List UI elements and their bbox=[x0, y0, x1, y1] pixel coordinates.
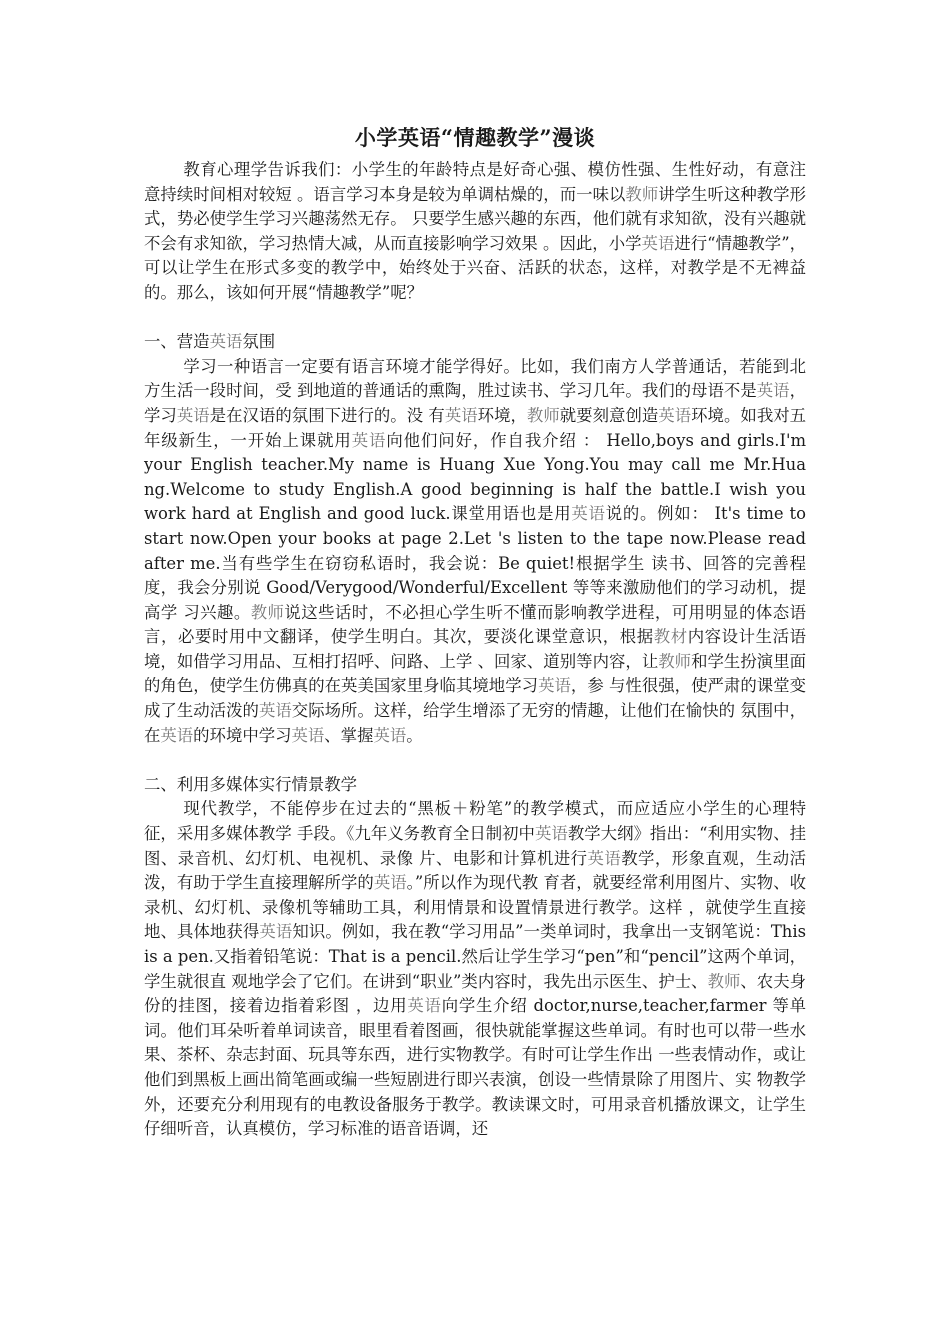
keyword-link: 英语 bbox=[538, 676, 571, 696]
keyword-link: 英语 bbox=[176, 405, 210, 425]
keyword-link: 教材 bbox=[653, 627, 688, 647]
keyword-link: 英语 bbox=[351, 430, 387, 450]
document-title: 小学英语“情趣教学”漫谈 bbox=[354, 125, 596, 150]
keyword-link: 英语 bbox=[258, 701, 292, 721]
section-paragraph-1: 学习一种语言一定要有语言环境才能学得好。比如，我们南方人学普通话，若能到北方生活一段时间，受 到地道的普通话的熏陶，胜过读书、学习几年。我们的母语不是英语，学习英语是在汉语的氛围下进行的。没 有英语环境，教师就要刻意创造英语环境。如我对五年级新生，一开始上课就用英语向他们问好，作自我介绍 ： Hello,boys and girls.I'm your English teacher.My name is Huang Xue Yong.You may call me Mr.Hua ng.Welcome to study English.A good beginning is half the battle.I wish you work hard at English and good luck.课堂用语也是用英语说的。例如： It's time to start now.Open your books at page 2.Let 's listen to the tape now.Please read after me.当有些学生在窃窃私语时，我会说：Be quiet!根据学生 读书、回答的完善程度，我会分别说 Good/Verygood/Wonderful/Excellent 等等来激励他们的学习动机，提高学 习兴趣。教师说这些话时，不必担心学生听不懂而影响教学进程，可用明显的体态语言，必要时用中文翻译，使学生明白。其次，要淡化课堂意识，根据教材内容设计生活语境，如借学习用品、互相打招呼、问路、上学 、回家、道别等内容，让教师和学生扮演里面的角色，使学生仿佛真的在英美国家里身临其境地学习英语，参 与性很强，使严肃的课堂变成了生动活泼的英语交际场所。这样，给学生增添了无穷的情趣，让他们在愉快的 氛围中，在英语的环境中学习英语、掌握英语。 bbox=[144, 356, 807, 745]
keyword-link: 教师 bbox=[707, 971, 741, 991]
keyword-link: 英语 bbox=[641, 233, 675, 253]
keyword-link: 英语 bbox=[407, 996, 442, 1016]
keyword-link: 英语 bbox=[160, 725, 194, 745]
keyword-link: 英语 bbox=[444, 405, 478, 425]
keyword-link: 英语 bbox=[373, 725, 407, 745]
keyword-link: 英语 bbox=[373, 873, 407, 893]
keyword-link: 英语 bbox=[658, 405, 692, 425]
keyword-link: 英语 bbox=[291, 725, 325, 745]
section-heading-2: 二、利用多媒体实行情景教学 bbox=[144, 774, 358, 794]
section-heading-1: 一、营造英语氛围 bbox=[144, 332, 276, 352]
keyword-link: 英语 bbox=[534, 824, 568, 844]
keyword-link: 英语 bbox=[587, 848, 622, 868]
keyword-link: 英语 bbox=[209, 332, 243, 352]
keyword-link: 教师 bbox=[625, 184, 659, 204]
section-paragraph-2: 现代教学，不能停步在过去的“黑板＋粉笔”的教学模式，而应适应小学生的心理特征，采用多媒体教学 手段。《九年义务教育全日制初中英语教学大纲》指出：“利用实物、挂图、录音机、幻灯机、电视机、录像 片、电影和计算机进行英语教学，形象直观，生动活泼，有助于学生直接理解所学的英语。”所以作为现代教 育者，就要经常利用图片、实物、收录机、幻灯机、录像机等辅助工具，利用情景和设置情景进行教学。这样 ，就使学生直接地、具体地获得英语知识。例如，我在教“学习用品”一类单词时，我拿出一支钢笔说：This is a pen.又指着铅笔说：That is a pencil.然后让学生学习“pen”和“pencil”这两个单词， 学生就很直 观地学会了它们。在讲到“职业”类内容时，我先出示医生、护士、教师、农夫身份的挂图，接着边指着彩图 ，边用英语向学生介绍 doctor,nurse,teacher,farmer 等单词。他们耳朵听着单词读音，眼里看着图画，很快就能掌握这些单词。有时也可以带一些水果、茶杯、杂志封面、玩具等东西，进行实物教学。有时可让学生作出 一些表情动作，或让他们到黑板上画出简笔画或编一些短剧进行即兴表演，创设一些情景除了用图片、实 物教学外，还要充分利用现有的电教设备服务于教学。教读课文时，可用录音机播放课文，让学生仔细听音，认真模仿，学习标准的语音语调，还 bbox=[144, 799, 807, 1139]
keyword-link: 教师 bbox=[250, 602, 285, 622]
keyword-link: 教师 bbox=[526, 405, 560, 425]
keyword-link: 教师 bbox=[658, 651, 692, 671]
section-gap bbox=[144, 748, 806, 773]
keyword-link: 英语 bbox=[259, 922, 293, 942]
section-gap bbox=[144, 306, 806, 331]
document-page bbox=[144, 118, 806, 1142]
keyword-link: 英语 bbox=[756, 381, 790, 401]
keyword-link: 英语 bbox=[571, 504, 606, 524]
intro-paragraph: 教育心理学告诉我们：小学生的年龄特点是好奇心强、模仿性强、生性好动，有意注意持续时间相对较短 。语言学习本身是较为单调枯燥的，而一味以教师讲学生听这种教学形式，势必使学生学习兴趣荡然无存。 只要学生感兴趣的东西，他们就有求知欲，没有兴趣就不会有求知欲，学习热情大减，从而直接影响学习效果 。因此，小学英语进行“情趣教学”，可以让学生在形式多变的教学中，始终处于兴奋、活跃的状态，这样，对教学是不无裨益的。那么，该如何开展“情趣教学”呢？ bbox=[144, 160, 807, 302]
